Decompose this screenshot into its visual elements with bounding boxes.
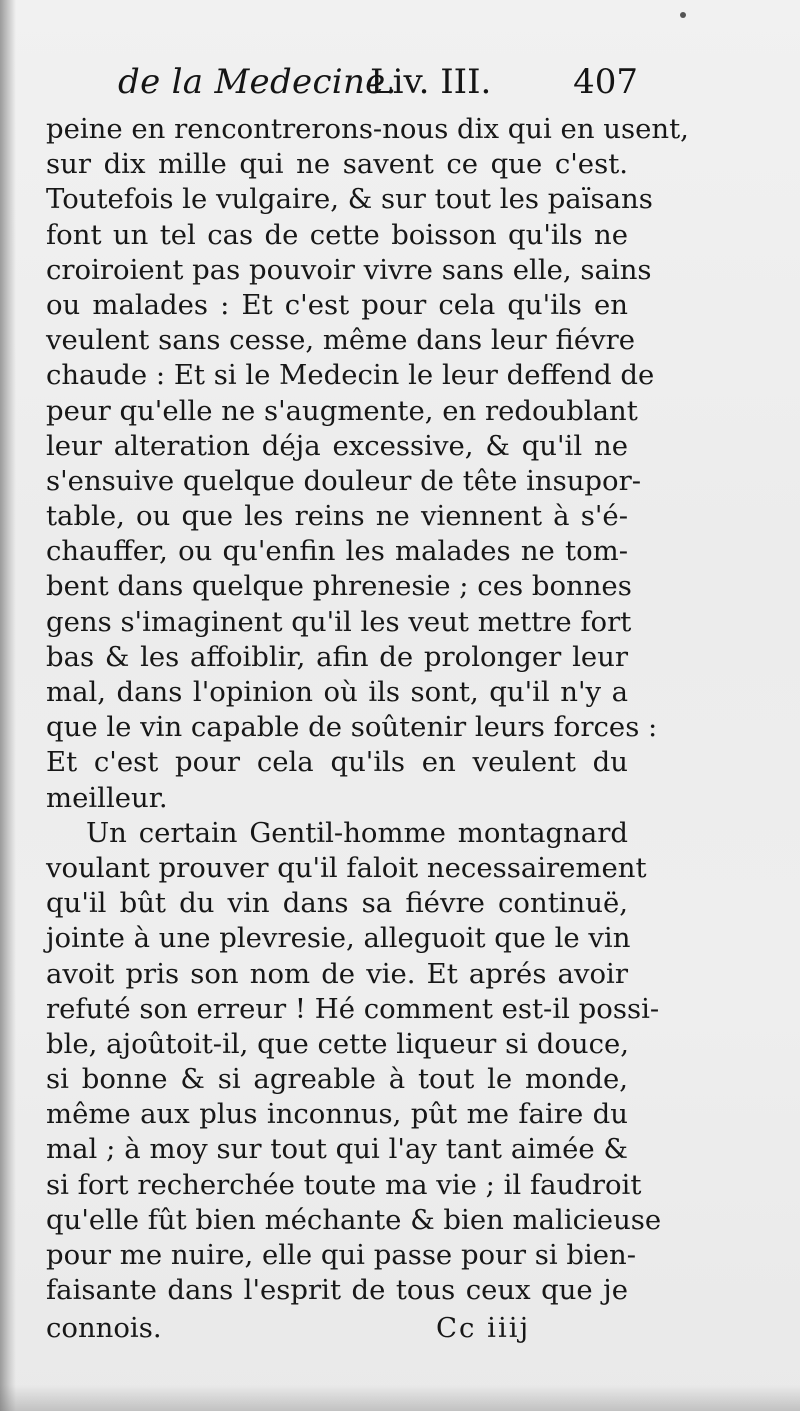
text-line: bent dans quelque phrenesie ; ces bonnes	[46, 570, 632, 603]
text-line: avoit pris son nom de vie. Et aprés avoir	[46, 957, 628, 990]
text-line: mal, dans l'opinion où ils sont, qu'il n'y a	[46, 676, 628, 708]
text-line: mal ; à moy sur tout qui l'ay tant aimée &	[46, 1133, 628, 1166]
text-line: refuté son erreur ! Hé comment est-il possi-	[46, 992, 660, 1025]
text-line: peine en rencontrerons-nous dix qui en usent,	[46, 113, 689, 145]
text-line: gens s'imaginent qu'il les veut mettre fort	[46, 605, 632, 638]
signature-mark: Cc iiij	[436, 1312, 531, 1344]
text-line: Et c'est pour cela qu'ils en veulent du	[46, 746, 628, 779]
text-line: leur alteration déja excessive, & qu'il ne	[46, 429, 628, 462]
page-header	[118, 62, 638, 112]
text-line: Toutefois le vulgaire, & sur tout les païsans	[46, 183, 653, 216]
page-footer	[46, 1312, 628, 1352]
page-gutter-shadow	[0, 0, 16, 1411]
text-line: ble, ajoûtoit-il, que cette liqueur si douce,	[46, 1027, 630, 1060]
text-line: jointe à une plevresie, alleguoit que le vin	[46, 922, 631, 955]
text-line: voulant prouver qu'il faloit necessairement	[46, 851, 647, 884]
catchword: connois.	[46, 1312, 162, 1344]
text-line: croiroient pas pouvoir vivre sans elle, sains	[46, 253, 652, 286]
text-line: sur dix mille qui ne savent ce que c'est.	[46, 148, 628, 181]
book-number: Liv. III.	[370, 62, 492, 102]
text-line: peur qu'elle ne s'augmente, en redoublant	[46, 394, 638, 427]
text-line: que le vin capable de soûtenir leurs forces :	[46, 711, 658, 744]
page-number: 407	[573, 62, 638, 102]
text-line: meilleur.	[46, 781, 168, 814]
text-line: chaude : Et si le Medecin le leur deffend de	[46, 359, 655, 392]
text-line: même aux plus inconnus, pût me faire du	[46, 1098, 628, 1131]
text-line: faisante dans l'esprit de tous ceux que je	[46, 1274, 628, 1307]
text-line: qu'elle fût bien méchante & bien malicieuse	[46, 1203, 662, 1236]
text-line: qu'il bût du vin dans sa fiévre continuë,	[46, 887, 628, 920]
text-line: veulent sans cesse, même dans leur fiévre	[46, 324, 636, 357]
body-text	[46, 112, 689, 1308]
text-line: si fort recherchée toute ma vie ; il faudroit	[46, 1168, 642, 1201]
text-line: chauffer, ou qu'enfin les malades ne tom-	[46, 535, 628, 568]
text-line: ou malades : Et c'est pour cela qu'ils en	[46, 288, 628, 321]
page-bottom-shadow	[0, 1385, 800, 1411]
paragraph-start-line: Un certain Gentil-homme montagnard	[86, 816, 628, 849]
text-line: pour me nuire, elle qui passe pour si bien-	[46, 1239, 637, 1271]
text-line: font un tel cas de cette boisson qu'ils ne	[46, 218, 628, 251]
text-line: si bonne & si agreable à tout le monde,	[46, 1063, 628, 1096]
text-line: bas & les affoiblir, afin de prolonger leur	[46, 640, 628, 673]
text-line: s'ensuive quelque douleur de tête insupor-	[46, 464, 642, 497]
ink-spot	[680, 12, 686, 18]
running-title: de la Medecine.	[118, 62, 397, 102]
text-line: table, ou que les reins ne viennent à s'é-	[46, 500, 628, 533]
